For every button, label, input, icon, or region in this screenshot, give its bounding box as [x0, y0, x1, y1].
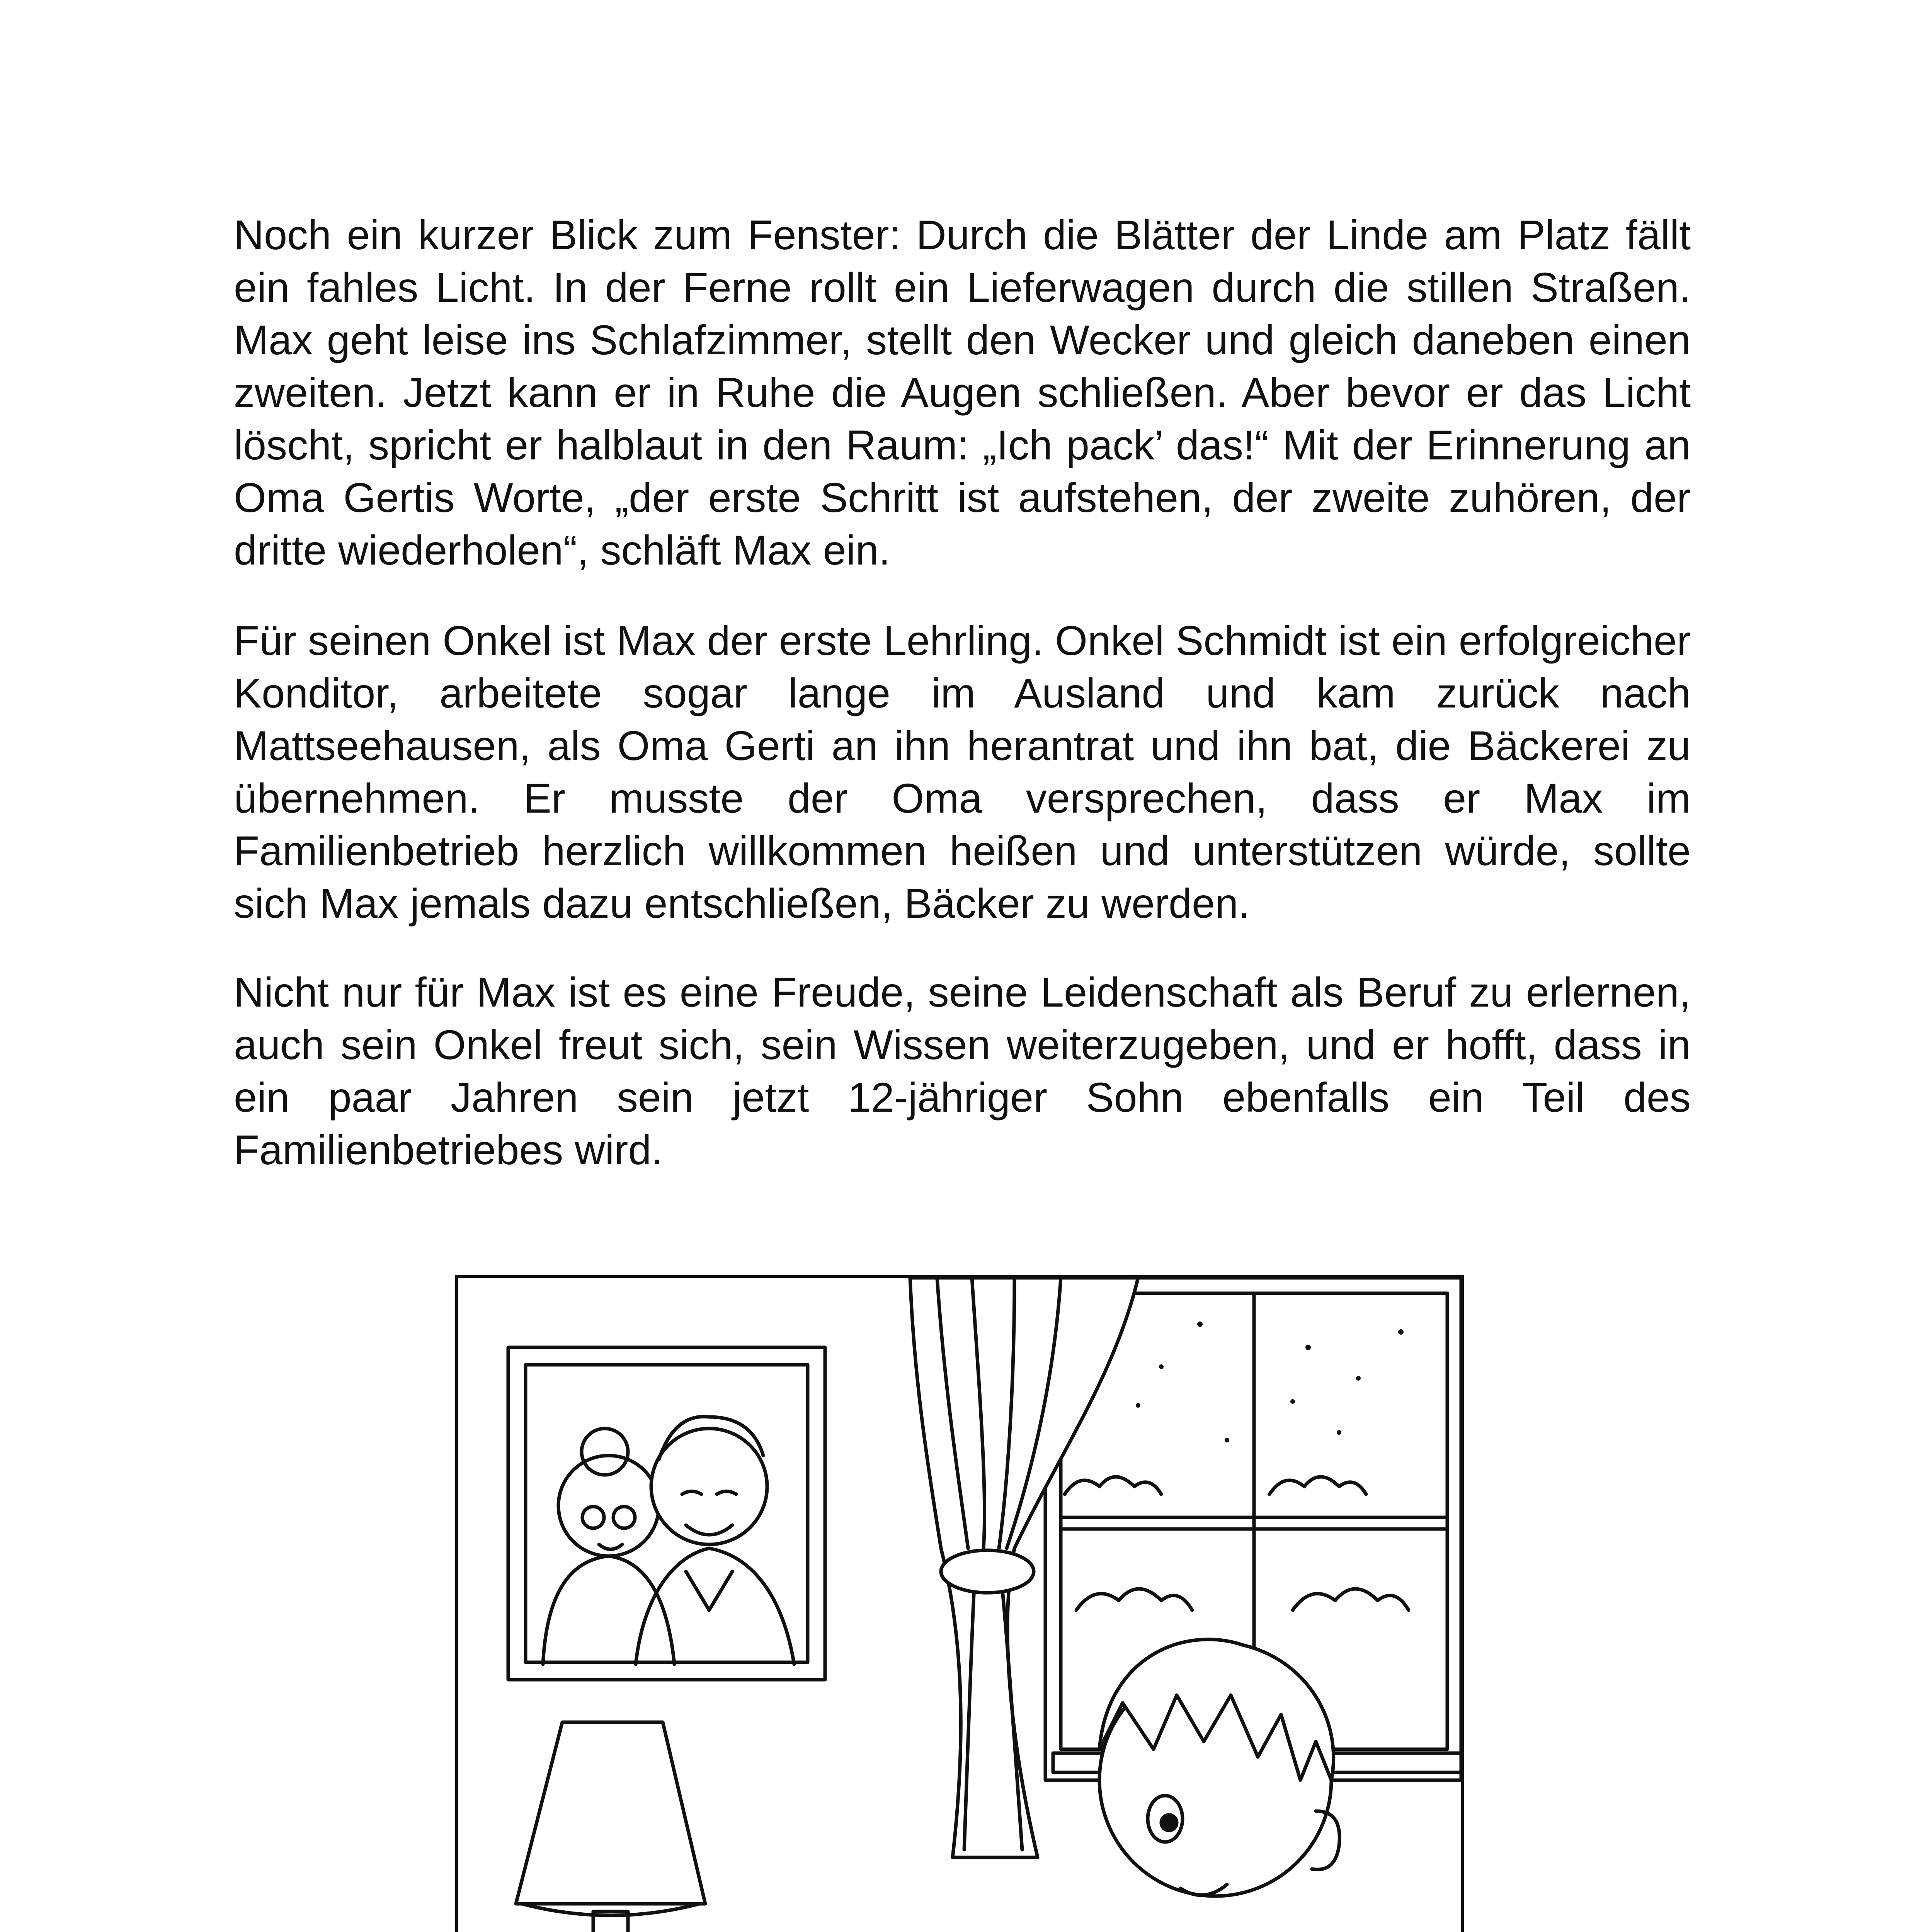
picture-frame — [508, 1347, 825, 1680]
paragraph-3: Nicht nur für Max ist es eine Freude, seine Leidenschaft als Beruf zu erlernen, auch sein Onkel freut sich, sein Wissen weiterzugeben, und er hofft, dass in ein paar Jahren sein jetzt 12-jähriger Sohn ebenfalls ein Teil des Familienbetriebes wird. — [234, 969, 1691, 1173]
paragraph-1: Noch ein kurzer Blick zum Fenster: Durch die Blätter der Linde am Platz fällt ein fahles Licht. In der Ferne rollt ein Lieferwagen durch die stillen Straßen. Max geht leise ins Schlafzimmer, stellt den Wecker und gleich daneben einen zweiten. Jetzt kann er in Ruhe die Augen schließen. Aber bevor er das Licht löscht, spricht er halblaut in den Raum: „Ich pack’ das!“ Mit der Erinnerung an Oma Gertis Worte, „der erste Schritt ist aufstehen, der zweite zuhören, der dritte wiederholen“, schläft Max ein. — [234, 211, 1691, 573]
lamp — [516, 1722, 705, 1932]
coloring-illustration — [455, 1275, 1464, 1932]
paragraph-2: Für seinen Onkel ist Max der erste Lehrling. Onkel Schmidt ist ein erfolgreicher Konditor, arbeitete sogar lange im Ausland und kam zurück nach Mattseehausen, als Oma Gerti an ihn herantrat und ihn bat, die Bäckerei zu übernehmen. Er musste der Oma versprechen, dass er Max im Familienbetrieb herzlich willkommen heißen und unterstützen würde, sollte sich Max jemals dazu entschließen, Bäcker zu werden. — [234, 617, 1691, 927]
